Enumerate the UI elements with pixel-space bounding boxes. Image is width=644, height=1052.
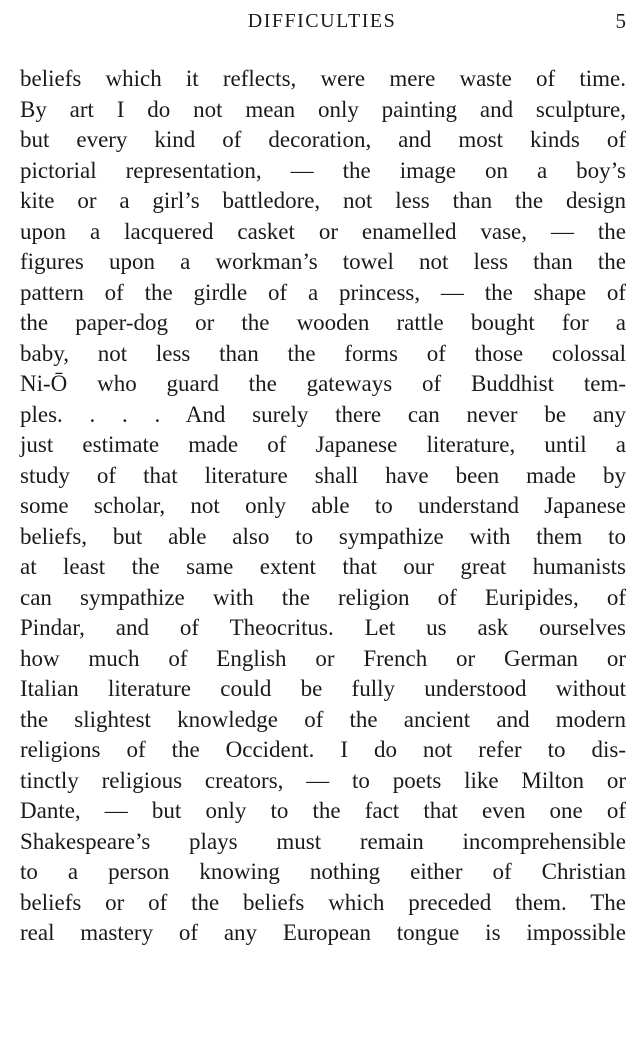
text-line: to a person knowing nothing either of Christian	[20, 859, 626, 884]
text-line: Pindar, and of Theocritus. Let us ask ourselves	[20, 615, 626, 640]
running-head	[0, 6, 644, 36]
text-line: figures upon a workman’s towel not less than the	[20, 249, 626, 274]
body-text	[20, 64, 626, 949]
text-line: pattern of the girdle of a princess, — the shape of	[20, 279, 626, 305]
text-line: can sympathize with the religion of Euripides, of	[20, 584, 626, 610]
text-line: Shakespeare’s plays must remain incomprehensible	[20, 828, 626, 854]
text-line: beliefs or of the beliefs which preceded them. The	[20, 889, 626, 915]
text-line: Ni-Ō who guard the gateways of Buddhist tem-	[20, 371, 626, 396]
text-line: baby, not less than the forms of those colossal	[20, 340, 626, 366]
running-title: DIFFICULTIES	[247, 10, 397, 32]
text-line: kite or a girl’s battledore, not less than the design	[20, 188, 626, 213]
text-line: By art I do not mean only painting and sculpture,	[20, 96, 626, 122]
text-line: but every kind of decoration, and most kinds of	[20, 127, 626, 152]
text-line: upon a lacquered casket or enamelled vase, — the	[20, 218, 626, 244]
text-line: how much of English or French or German or	[20, 645, 626, 671]
text-line: religions of the Occident. I do not refer to dis-	[20, 737, 626, 762]
text-line: ples. . . . And surely there can never be any	[20, 401, 626, 427]
text-line: study of that literature shall have been made by	[20, 462, 626, 488]
text-line: Dante, — but only to the fact that even one of	[20, 798, 626, 823]
text-line: beliefs, but able also to sympathize with them to	[20, 523, 626, 549]
text-line: real mastery of any European tongue is impossible	[20, 920, 626, 945]
text-line: tinctly religious creators, — to poets like Milton or	[20, 767, 626, 793]
text-line: Italian literature could be fully understood without	[20, 676, 626, 701]
page-number: 5	[615, 9, 626, 33]
text-line: the paper-dog or the wooden rattle bought for a	[20, 310, 626, 335]
text-line: pictorial representation, — the image on a boy’s	[20, 157, 626, 183]
text-line: the slightest knowledge of the ancient and modern	[20, 706, 626, 732]
text-line: beliefs which it reflects, were mere waste of time.	[20, 66, 626, 91]
text-line: just estimate made of Japanese literature, until a	[20, 432, 626, 457]
text-line: some scholar, not only able to understand Japanese	[20, 493, 626, 518]
text-line: at least the same extent that our great humanists	[20, 554, 626, 579]
